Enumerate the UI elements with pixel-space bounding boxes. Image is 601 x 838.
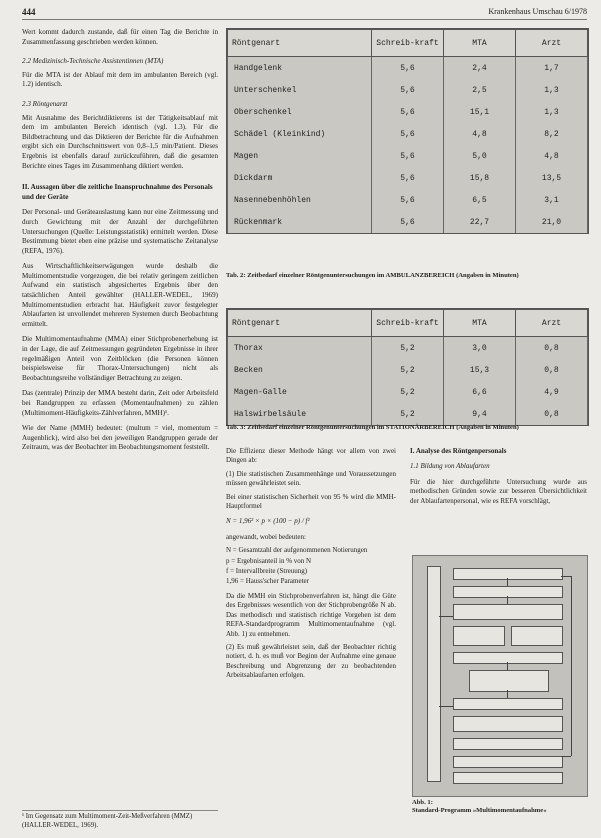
- table-cell: 5,0: [444, 145, 516, 167]
- left-column: [22, 28, 218, 459]
- flowchart-step: [453, 626, 505, 646]
- column-header: Röntgenart: [228, 310, 372, 337]
- table-cell: 5,6: [372, 211, 444, 233]
- flowchart-step: [453, 604, 563, 620]
- column-header: Schreib-kraft: [372, 30, 444, 57]
- table-ambulanz-grid: [227, 29, 588, 233]
- flowchart-step: [453, 756, 563, 768]
- mmh-formula: N = 1,96² × p × (100 − p) / f²: [226, 517, 310, 526]
- paragraph-II-4: Das (zentrale) Prinzip der MMA besteht darin, Zeit oder Arbeitsfeld bei Randgruppen zu erfassen (Momentaufnahmen) zu zählen (Multimoment-Häufigkeits-Zählverfahren, MMH)¹.: [22, 389, 218, 417]
- table-cell: 5,6: [372, 145, 444, 167]
- formula-legend-item: p = Ergebnisanteil in % von N: [226, 556, 312, 565]
- table-cell: 4,9: [516, 381, 588, 403]
- table-cell: 0,8: [516, 403, 588, 425]
- right-column: [410, 447, 587, 510]
- table-cell: Magen: [228, 145, 372, 167]
- table-cell: Unterschenkel: [228, 79, 372, 101]
- flowchart-step: [453, 698, 563, 710]
- table-row: [228, 57, 588, 80]
- table-cell: 0,8: [516, 359, 588, 381]
- page-number: 444: [22, 7, 36, 17]
- method-paragraph-5: Da die MMH ein Stichprobenverfahren ist, hängt die Güte des Ergebnisses wesentlich von der Stichprobengröße N ab. Das methodisch und statistisch richtige Vorgehen ist dem REFA-Standardprogramm Multimomentaufnahme (vgl. Abb. 1) zu entnehmen.: [226, 591, 396, 638]
- table-cell: 21,0: [516, 211, 588, 233]
- table-cell: 5,6: [372, 57, 444, 80]
- table-cell: 5,2: [372, 381, 444, 403]
- table-row: [228, 123, 588, 145]
- flowchart-loop-line: [561, 576, 571, 577]
- flowchart-step: [453, 568, 563, 580]
- column-header: MTA: [444, 30, 516, 57]
- paragraph-2-3: Mit Ausnahme des Berichtdiktierens ist der Tätigkeitsablauf mit dem im ambulanten Bereich identisch (vgl. 1.3). Für die Bildbetrachtung und das Diktieren der Berichte für die Aufnahmen ergibt sich ein Durchschnittswert von 0,8–1,5 min/Patient. Dieses Ergebnis ist ebenfalls darauf zurückzuführen, daß die gesamten Berichte eines Tages im Zusammenhang diktiert werden.: [22, 113, 218, 170]
- paragraph-II-2: Aus Wirtschaftlichkeitserwägungen wurde deshalb die Multimomentstudie vorgezogen, die bei relativ geringem zeitlichen Aufwand ein statistisch abgesichertes Ergebnis über den tatsächlichen Anteil gewählter (HALLER-WEDEL, 1969) Multimomentstudien erbracht hat. Häufigkeit zuvor festgelegter Ablaufarten ist unvollendet mehreren Systemen durch Beobachtung ermittelt.: [22, 262, 218, 328]
- table-cell: 1,3: [516, 101, 588, 123]
- column-header: Arzt: [516, 30, 588, 57]
- table-cell: Dickdarm: [228, 167, 372, 189]
- table-cell: 22,7: [444, 211, 516, 233]
- table-cell: 9,4: [444, 403, 516, 425]
- figure-title: Standard-Programm »Multimomentaufnahme«: [412, 807, 547, 815]
- table-cell: Becken: [228, 359, 372, 381]
- formula-legend-item: N = Gesamtzahl der aufgenommenen Notierungen: [226, 546, 368, 555]
- table-row: [228, 403, 588, 425]
- table-row: [228, 337, 588, 360]
- flowchart-connector: [507, 662, 508, 670]
- section-heading-1-1: 1.1 Bildung von Ablaufarten: [410, 462, 490, 471]
- table-row: [228, 145, 588, 167]
- table-cell: 5,2: [372, 359, 444, 381]
- table-cell: 8,2: [516, 123, 588, 145]
- formula-legend-item: 1,96 = Hauss'scher Parameter: [226, 577, 309, 586]
- table-cell: 15,8: [444, 167, 516, 189]
- section-heading-II: II. Aussagen über die zeitliche Inanspruchnahme des Personals und der Geräte: [22, 183, 213, 201]
- middle-column: [226, 447, 396, 685]
- paragraph-II-5: Wie der Name (MMH) bedeutet: (multum = viel, momentum = Augenblick), wird also bei den jeweiligen Randgruppen gerade der Zeitraum, was der Beobachter im Beobachtungsmoment feststellt.: [22, 424, 218, 452]
- footnote: ¹ Im Gegensatz zum Multimoment-Zeit-Meßverfahren (MMZ) (HALLER-WEDEL, 1969).: [22, 810, 218, 830]
- table-cell: 4,8: [444, 123, 516, 145]
- flowchart-side-connector: [439, 616, 453, 617]
- table-cell: Oberschenkel: [228, 101, 372, 123]
- figure-caption: [412, 799, 588, 816]
- flowchart-loop-line: [561, 756, 571, 757]
- table-cell: 1,3: [516, 79, 588, 101]
- table-cell: 3,1: [516, 189, 588, 211]
- table-cell: 5,2: [372, 337, 444, 360]
- flowchart-step: [453, 716, 563, 732]
- section-heading-I: I. Analyse des Röntgenpersonals: [410, 447, 507, 455]
- method-paragraph-6: (2) Es muß gewährleistet sein, daß der Beobachter richtig notiert, d. h. es muß vor Beginn der Aufnahme eine genaue Beschreibung und Abgrenzung der zu beobachtenden Arbeitsablaufarten erfolgen.: [226, 642, 396, 680]
- method-paragraph-3: Bei einer statistischen Sicherheit von 95 % wird die MMH-Hauptformel: [226, 492, 396, 511]
- table-cell: Handgelenk: [228, 57, 372, 80]
- table-cell: 5,6: [372, 123, 444, 145]
- flowchart-loop-line: [571, 576, 572, 756]
- table-cell: Schädel (Kleinkind): [228, 123, 372, 145]
- table-cell: 3,0: [444, 337, 516, 360]
- flowchart-step: [511, 626, 563, 646]
- table-header-row: [228, 310, 588, 337]
- table-cell: 15,1: [444, 101, 516, 123]
- table-cell: Nasennebenhöhlen: [228, 189, 372, 211]
- flowchart-connector: [507, 596, 508, 604]
- column-header: Schreib-kraft: [372, 310, 444, 337]
- table-ambulanz-caption: Tab. 2: Zeitbedarf einzelner Röntgenuntersuchungen im AMBULANZBEREICH (Angaben in Minuten): [226, 272, 519, 279]
- table-cell: 2,4: [444, 57, 516, 80]
- column-header: Röntgenart: [228, 30, 372, 57]
- paragraph-2-2: Für die MTA ist der Ablauf mit dem im ambulanten Bereich (vgl. 1.2) identisch.: [22, 70, 218, 89]
- table-cell: 13,5: [516, 167, 588, 189]
- header-rule: [22, 19, 587, 20]
- table-row: [228, 211, 588, 233]
- flowchart-connector: [507, 690, 508, 698]
- flowchart-side-connector: [439, 706, 453, 707]
- table-row: [228, 101, 588, 123]
- figure-label: Abb. 1:: [412, 799, 433, 806]
- table-cell: 0,8: [516, 337, 588, 360]
- journal-title: Krankenhaus Umschau 6/1978: [488, 7, 587, 16]
- section-heading-2-3: 2.3 Röntgenarzt: [22, 99, 68, 108]
- table-cell: 5,6: [372, 101, 444, 123]
- analysis-paragraph: Für die hier durchgeführte Untersuchung wurde aus methodischen Gründen sowie zur besseren Übersichtlichkeit der Ablaufartenpersonal, wie es REFA vorschlägt,: [410, 477, 587, 505]
- section-heading-2-2: 2.2 Medizinisch-Technische Assistentinnen (MTA): [22, 57, 164, 66]
- table-cell: Rückenmark: [228, 211, 372, 233]
- table-stationaer-caption: Tab. 3: Zeitbedarf einzelner Röntgenuntersuchungen im STATIONÄRBEREICH (Angaben in Minuten): [226, 424, 519, 431]
- table-cell: 6,5: [444, 189, 516, 211]
- method-paragraph-4: angewandt, wobei bedeuten:: [226, 532, 306, 541]
- table-cell: 5,6: [372, 167, 444, 189]
- table-cell: 6,6: [444, 381, 516, 403]
- column-header: MTA: [444, 310, 516, 337]
- table-cell: Thorax: [228, 337, 372, 360]
- table-cell: 5,2: [372, 403, 444, 425]
- flowchart-step: [453, 738, 563, 750]
- table-row: [228, 189, 588, 211]
- table-cell: Halswirbelsäule: [228, 403, 372, 425]
- paragraph-II-1: Der Personal- und Geräteauslastung kann nur eine Zeitmessung und durch Gewichtung mit der Anzahl der durchgeführten Untersuchungen (Quelle: Leistungsstatistik) ermittelt werden. Diese Bestimmung bietet eben eine präzise und systematische Zeitanalyse (REFA, 1976).: [22, 208, 218, 255]
- intro-paragraph: Wert kommt dadurch zustande, daß für einen Tag die Berichte in Zusammenfassung geschrieben werden können.: [22, 28, 218, 46]
- table-row: [228, 79, 588, 101]
- flowchart-step: [453, 586, 563, 598]
- formula-legend-item: f = Intervallbreite (Streuung): [226, 567, 308, 576]
- method-paragraph-2: (1) Die statistischen Zusammenhänge und Voraussetzungen müssen gewährleistet sein.: [226, 469, 396, 488]
- flowchart-side-bar: [427, 566, 441, 782]
- table-cell: Magen-Galle: [228, 381, 372, 403]
- table-cell: 1,7: [516, 57, 588, 80]
- flowchart-step: [469, 670, 549, 692]
- table-stationaer-grid: [227, 309, 588, 425]
- table-row: [228, 381, 588, 403]
- paragraph-II-3: Die Multimomentaufnahme (MMA) einer Stichprobenerhebung ist in der Lage, die auf Zeitmessungen gegründeten Ergebnisse in ihrer regelmäßigen Anteil von Zeitblöcken (die Personen können beispielsweise für Thorax-Untersuchungen) nicht als Beobachtungsreihe vollständiger Betrachtung zu zeigen.: [22, 335, 218, 382]
- column-header: Arzt: [516, 310, 588, 337]
- table-stationaer: [226, 308, 589, 426]
- table-header-row: [228, 30, 588, 57]
- table-cell: 4,8: [516, 145, 588, 167]
- flowchart-step: [453, 652, 563, 664]
- table-cell: 5,6: [372, 79, 444, 101]
- table-ambulanz: [226, 28, 589, 234]
- flowchart-step: [453, 772, 563, 784]
- table-cell: 5,6: [372, 189, 444, 211]
- table-row: [228, 359, 588, 381]
- table-cell: 15,3: [444, 359, 516, 381]
- flowchart-figure: [412, 555, 588, 797]
- flowchart-connector: [507, 578, 508, 586]
- table-row: [228, 167, 588, 189]
- table-cell: 2,5: [444, 79, 516, 101]
- method-paragraph-1: Die Effizienz dieser Methode hängt vor allem von zwei Dingen ab:: [226, 447, 396, 465]
